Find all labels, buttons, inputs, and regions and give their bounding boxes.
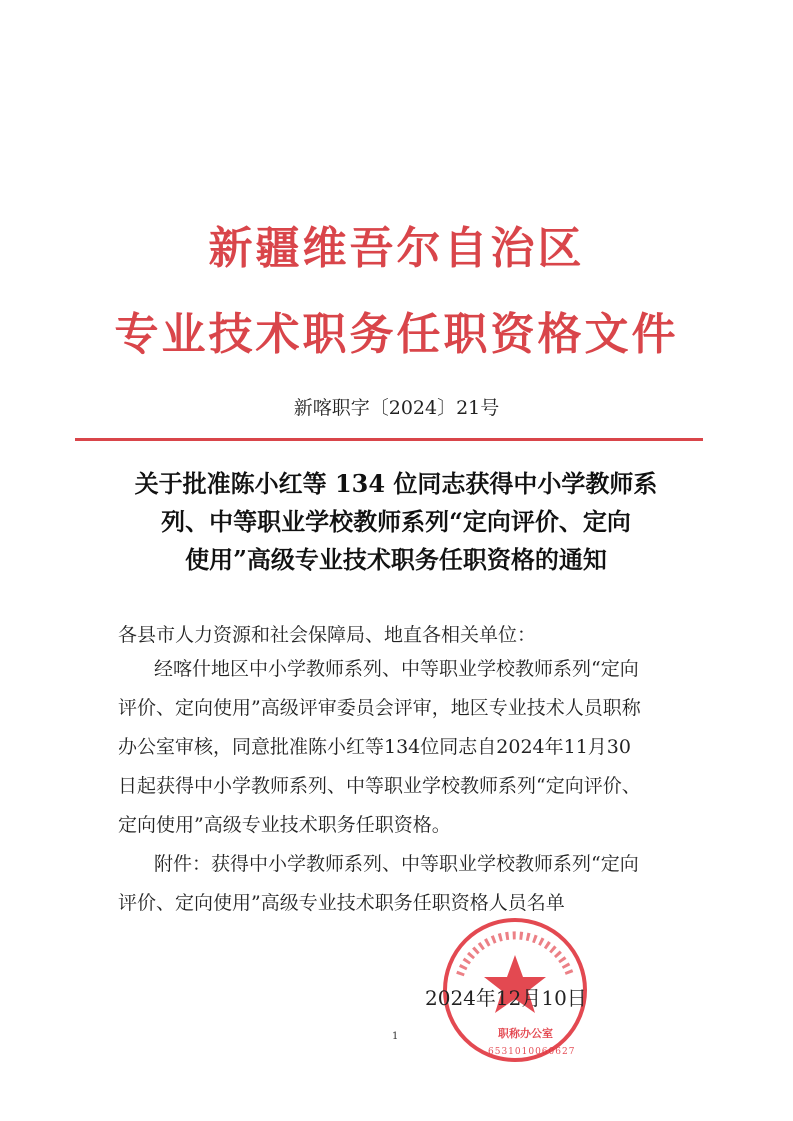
seal-code: 6531010060627 [488,1047,576,1057]
attachment-line: 附件：获得中小学教师系列、中等职业学校教师系列“定向 [154,853,639,875]
seal-office-name: 职称办公室 [498,1027,553,1040]
header-line-2: 专业技术职务任职资格文件 [114,309,679,360]
salutation: 各县市人力资源和社会保障局、地直各相关单位： [118,624,537,646]
notice-title [96,465,696,579]
body-line: 评价、定向使用”高级评审委员会评审，地区专业技术人员职称 [118,697,641,719]
body-line: 日起获得中小学教师系列、中等职业学校教师系列“定向评价、 [118,775,641,797]
body-line: 定向使用”高级专业技术职务任职资格。 [118,814,451,836]
title-line-1: 关于批准陈小红等 134 位同志获得中小学教师系 [134,469,658,498]
body-line: 经喀什地区中小学教师系列、中等职业学校教师系列“定向 [154,658,639,680]
red-divider [75,438,703,441]
issue-date: 2024年12月10日 [425,986,587,1010]
attachment-line: 评价、定向使用”高级专业技术职务任职资格人员名单 [118,892,565,914]
title-line-3: 使用”高级专业技术职务任职资格的通知 [185,545,607,574]
body-text [118,650,703,923]
body-line: 办公室审核，同意批准陈小红等134位同志自2024年11月30 [118,736,631,758]
document-number: 新喀职字〔2024〕21号 [293,397,500,419]
page-number: 1 [392,1031,399,1042]
header-line-1: 新疆维吾尔自治区 [208,223,585,274]
title-line-2: 列、中等职业学校教师系列“定向评价、定向 [161,507,631,536]
